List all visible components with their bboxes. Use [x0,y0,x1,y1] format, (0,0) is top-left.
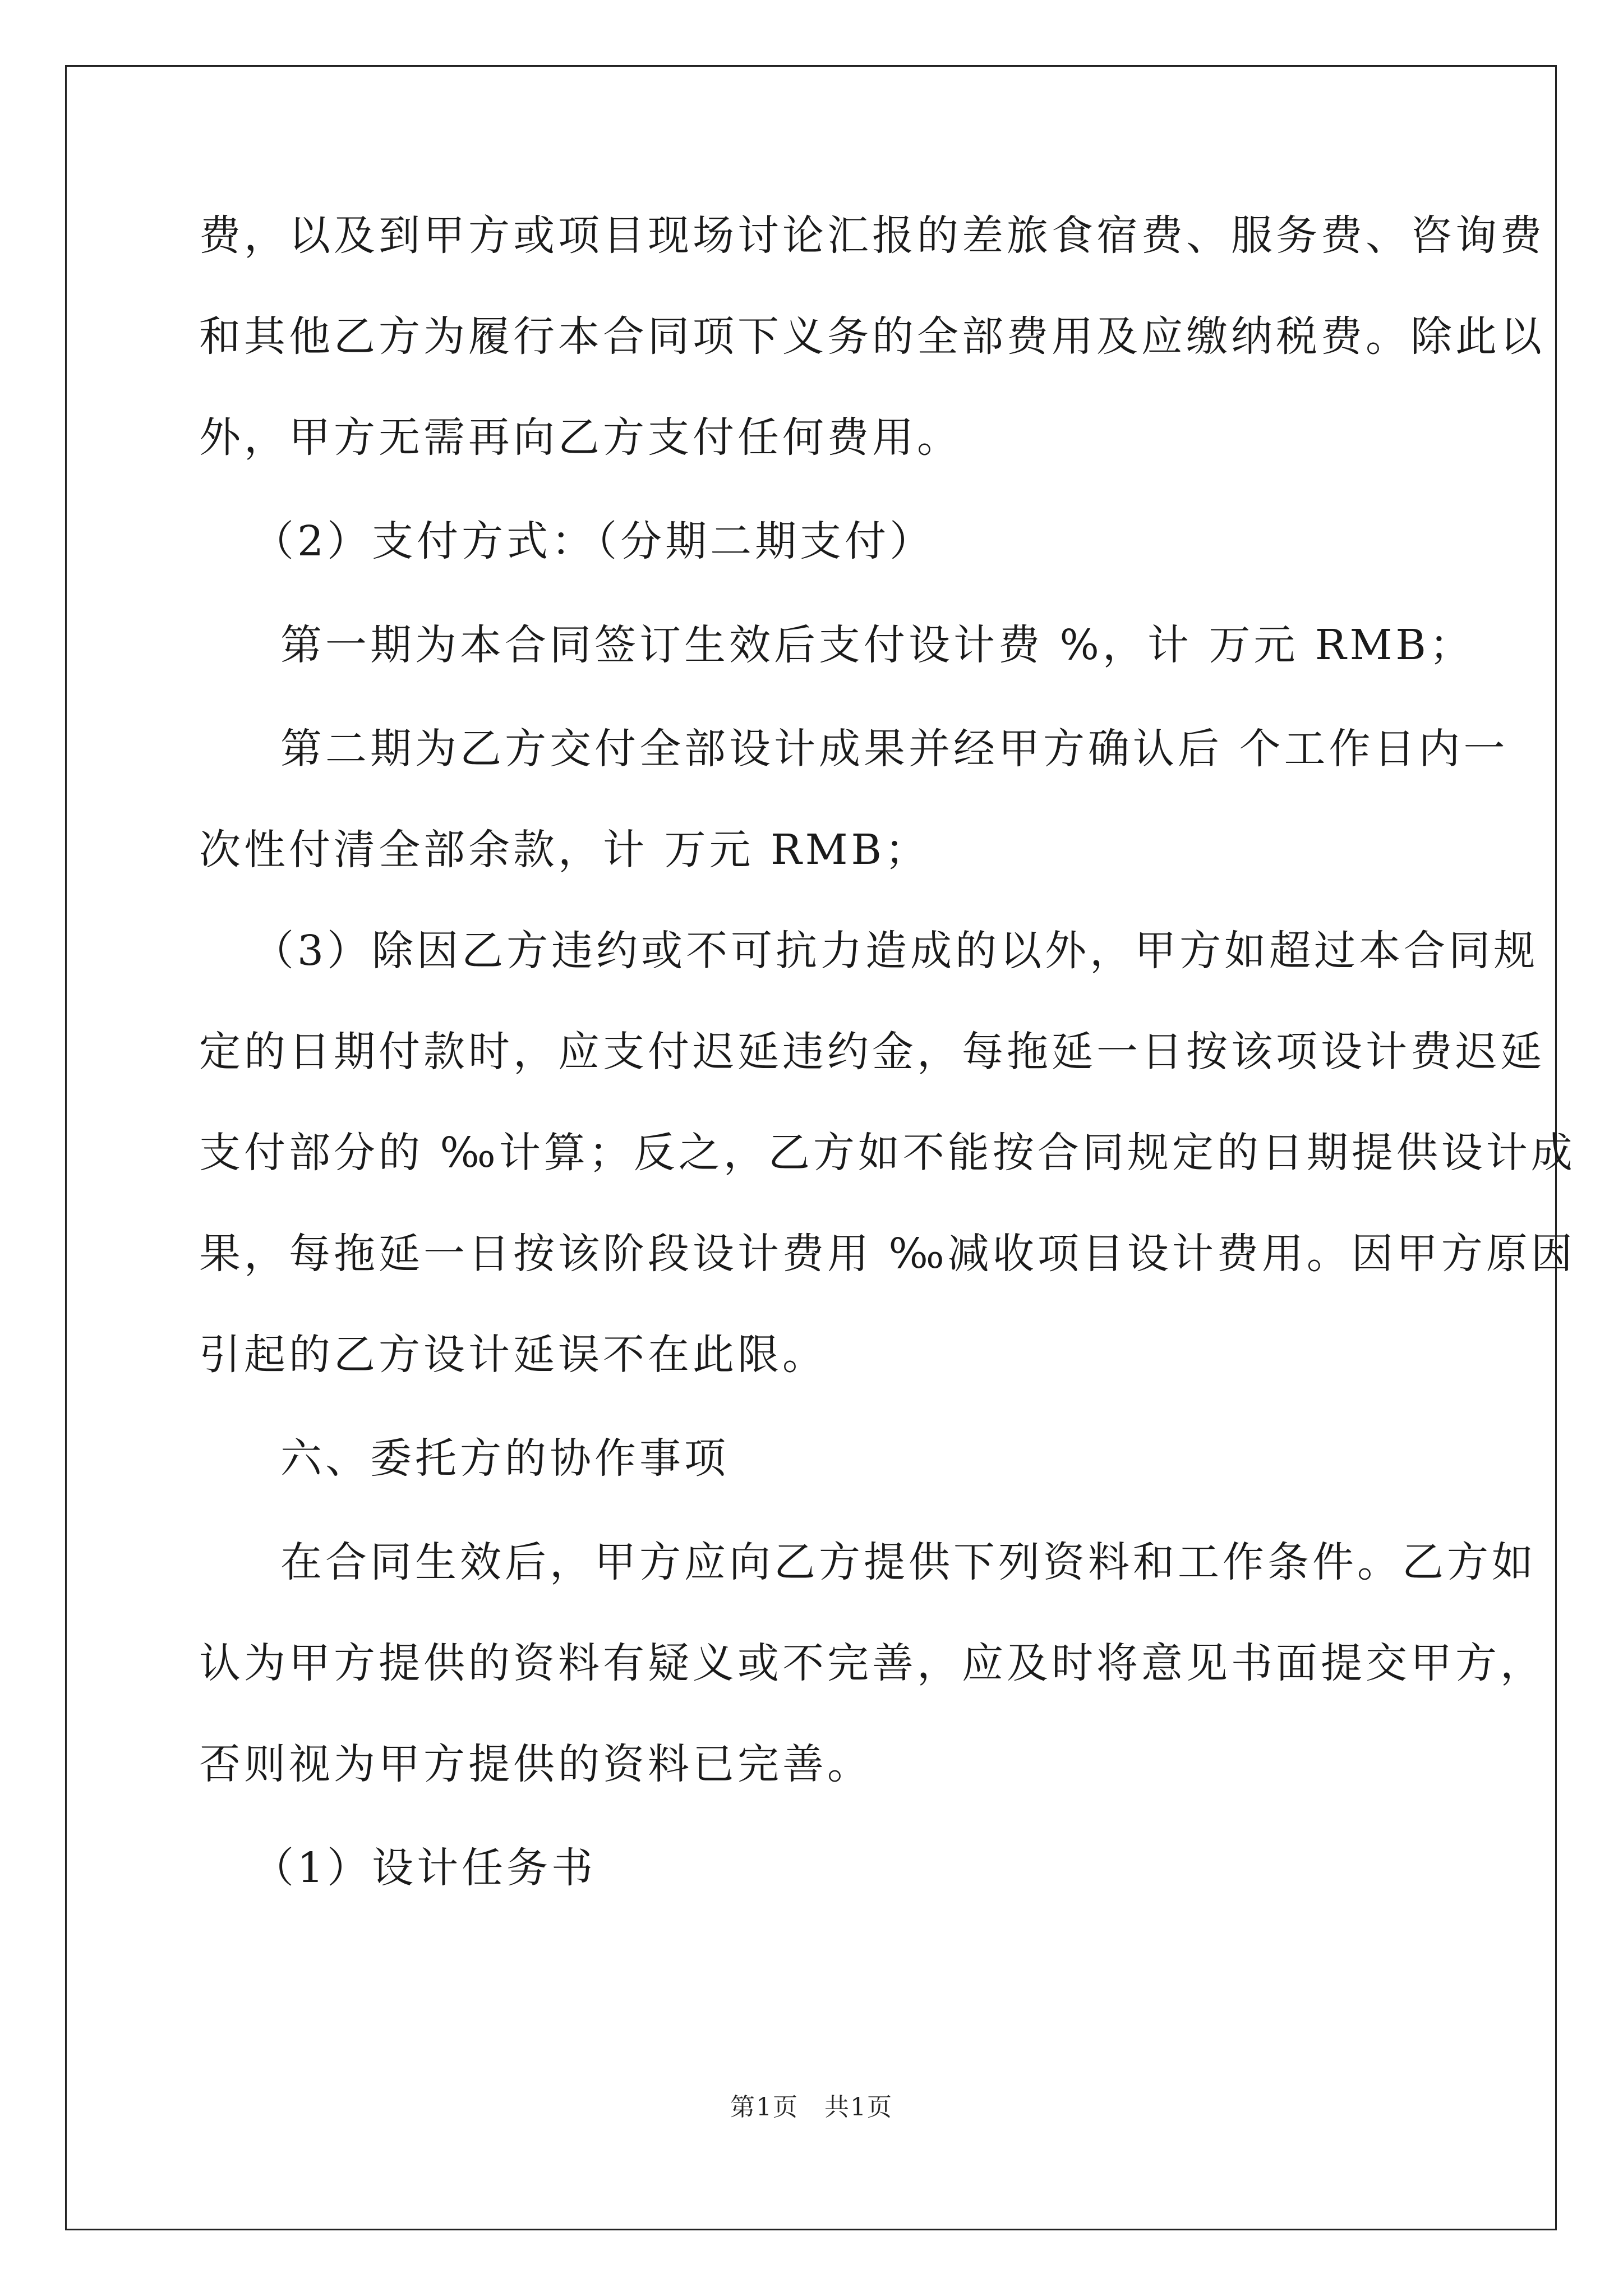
page-number: 第1页 共1页 [730,2093,893,2122]
text-line: 第二期为乙方交付全部设计成果并经甲方确认后 个工作日内一 [280,725,1509,773]
text-line: 和其他乙方为履行本合同项下义务的全部费用及应缴纳税费。除此以 [199,312,1545,361]
text-line: 费，以及到甲方或项目现场讨论汇报的差旅食宿费、服务费、咨询费 [199,211,1545,260]
text-line: 次性付清全部余款，计 万元 RMB； [199,826,930,874]
text-line: 认为甲方提供的资料有疑义或不完善，应及时将意见书面提交甲方， [199,1639,1545,1687]
text-line: （3）除因乙方违约或不可抗力造成的以外，甲方如超过本合同规 [252,927,1539,975]
text-line: 在合同生效后，甲方应向乙方提供下列资料和工作条件。乙方如 [280,1538,1537,1586]
text-line: 外，甲方无需再向乙方支付任何费用。 [199,413,962,462]
text-line: 引起的乙方设计延误不在此限。 [199,1331,827,1379]
text-line: 支付部分的 ‰计算；反之，乙方如不能按合同规定的日期提供设计成 [199,1129,1576,1177]
text-line: 否则视为甲方提供的资料已完善。 [199,1740,872,1788]
text-line: 果，每拖延一日按该阶段设计费用 ‰减收项目设计费用。因甲方原因 [199,1230,1576,1278]
section-heading: 六、委托方的协作事项 [280,1434,729,1483]
text-line: （1）设计任务书 [252,1844,597,1892]
text-line: （2）支付方式：（分期二期支付） [252,517,935,565]
text-line: 定的日期付款时，应支付迟延违约金，每拖延一日按该项设计费迟延 [199,1028,1545,1076]
text-line: 第一期为本合同签订生效后支付设计费 %，计 万元 RMB； [280,621,1474,669]
